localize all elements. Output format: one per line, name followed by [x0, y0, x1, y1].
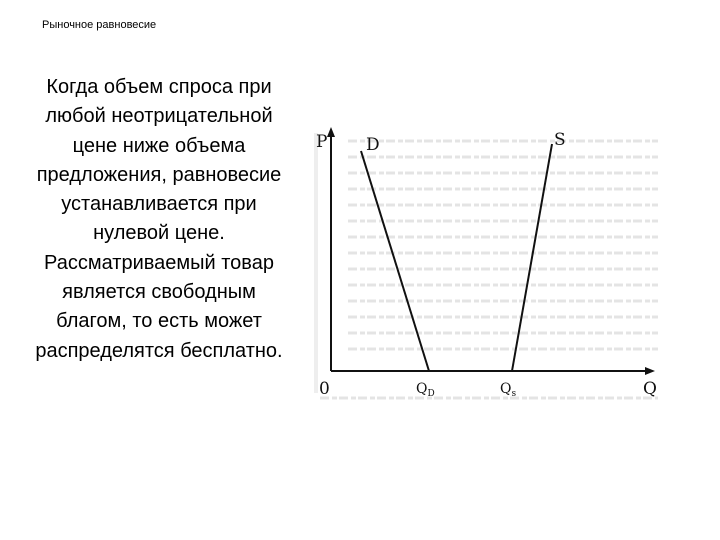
supply-demand-figure	[312, 123, 662, 405]
slide-header: Рыночное равновесие	[42, 19, 157, 31]
demand-curve	[361, 151, 429, 371]
qs-label	[500, 381, 516, 399]
demand-label: D	[366, 135, 380, 155]
figure-svg	[312, 123, 662, 405]
x-axis-arrow	[645, 367, 655, 375]
scan-edge	[314, 133, 318, 393]
qd-label	[416, 381, 435, 399]
y-axis-arrow	[327, 127, 335, 137]
y-axis-label: P	[316, 132, 328, 152]
qd-subscript: D	[427, 389, 435, 399]
origin-label: 0	[319, 379, 330, 399]
qd-main: Q	[416, 381, 428, 397]
body-text: Когда объем спроса при любой неотрицательной цене ниже объема предложения, равновесие устанавливается при нулевой цене. Рассматриваемый товар является свободным благом, то есть может распределятся бесплатно.	[35, 76, 283, 362]
qs-main: Q	[500, 381, 512, 397]
qs-subscript: s	[511, 389, 517, 399]
supply-label: S	[554, 130, 566, 150]
supply-curve	[512, 144, 552, 371]
x-axis-label: Q	[643, 379, 657, 399]
